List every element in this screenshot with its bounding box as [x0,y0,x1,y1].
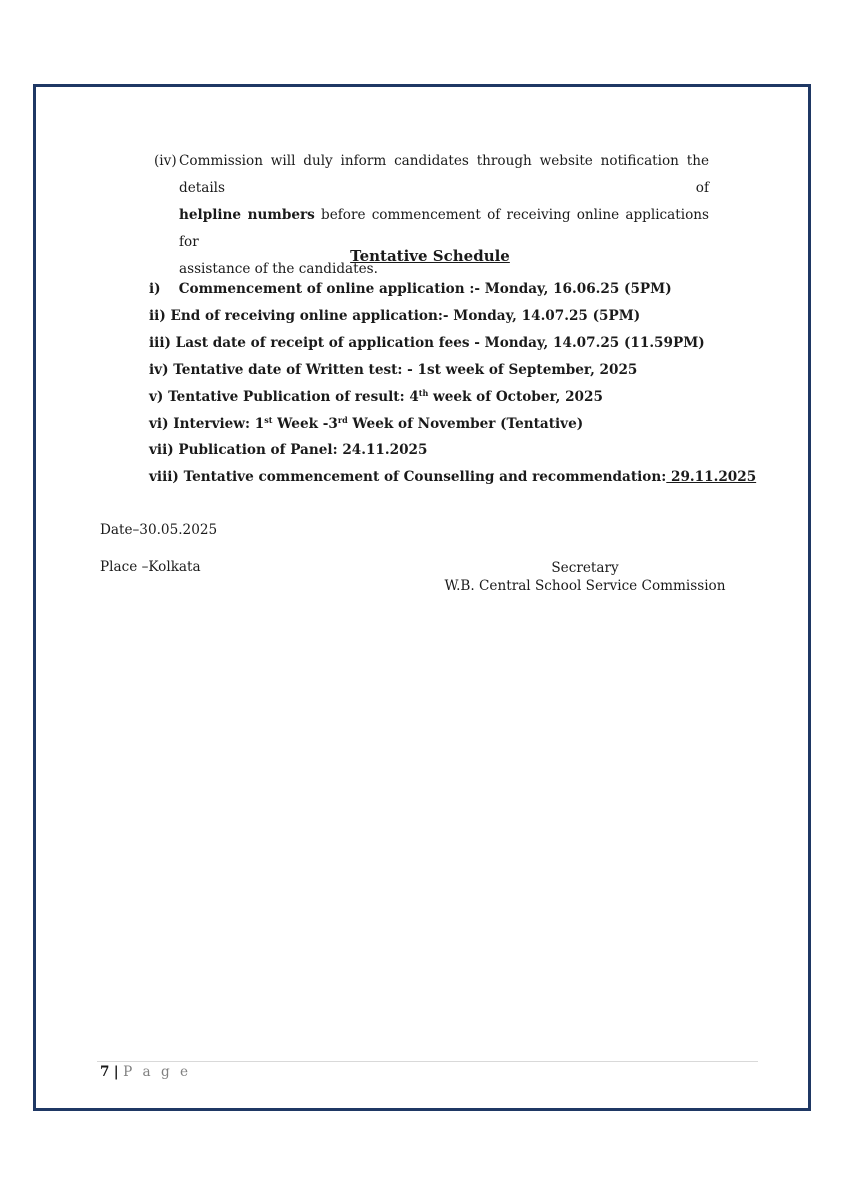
page-footer [100,1064,191,1080]
schedule-item: viii) Tentative commencement of Counselling and recommendation: 29.11.2025 [149,469,757,486]
signature-block [440,559,730,595]
point-line-2: helpline numbers before commencement of receiving online applications for [179,207,709,250]
point-line-3: assistance of the candidates. [179,261,378,277]
schedule-list [149,276,757,491]
helpline-numbers-text: helpline numbers [179,207,315,223]
page-number: 7 [100,1064,110,1080]
schedule-heading: Tentative Schedule [350,247,510,265]
point-marker: (iv) [154,153,177,169]
footer-divider [97,1061,758,1062]
date-line: Date–30.05.2025 [100,522,218,538]
schedule-item: i) Commencement of online application :- Monday, 16.06.25 (5PM) [149,281,672,297]
point-line-1: Commission will duly inform candidates through website notification the details of [179,153,709,196]
place-line: Place –Kolkata [100,559,201,575]
page-separator: | [113,1064,119,1080]
schedule-item: iii) Last date of receipt of application fees - Monday, 14.07.25 (11.59PM) [149,334,705,351]
signatory-organization: W.B. Central School Service Commission [444,578,726,594]
signatory-title: Secretary [551,560,619,576]
schedule-item: iv) Tentative date of Written test: - 1st week of September, 2025 [149,361,638,378]
schedule-item: v) Tentative Publication of result: 4th week of October, 2025 [149,387,603,405]
schedule-item: vii) Publication of Panel: 24.11.2025 [149,442,428,459]
schedule-item: vi) Interview: 1st Week -3rd Week of November (Tentative) [149,414,584,432]
page-label: P a g e [123,1064,192,1080]
schedule-item: ii) End of receiving online application:- Monday, 14.07.25 (5PM) [149,307,641,324]
